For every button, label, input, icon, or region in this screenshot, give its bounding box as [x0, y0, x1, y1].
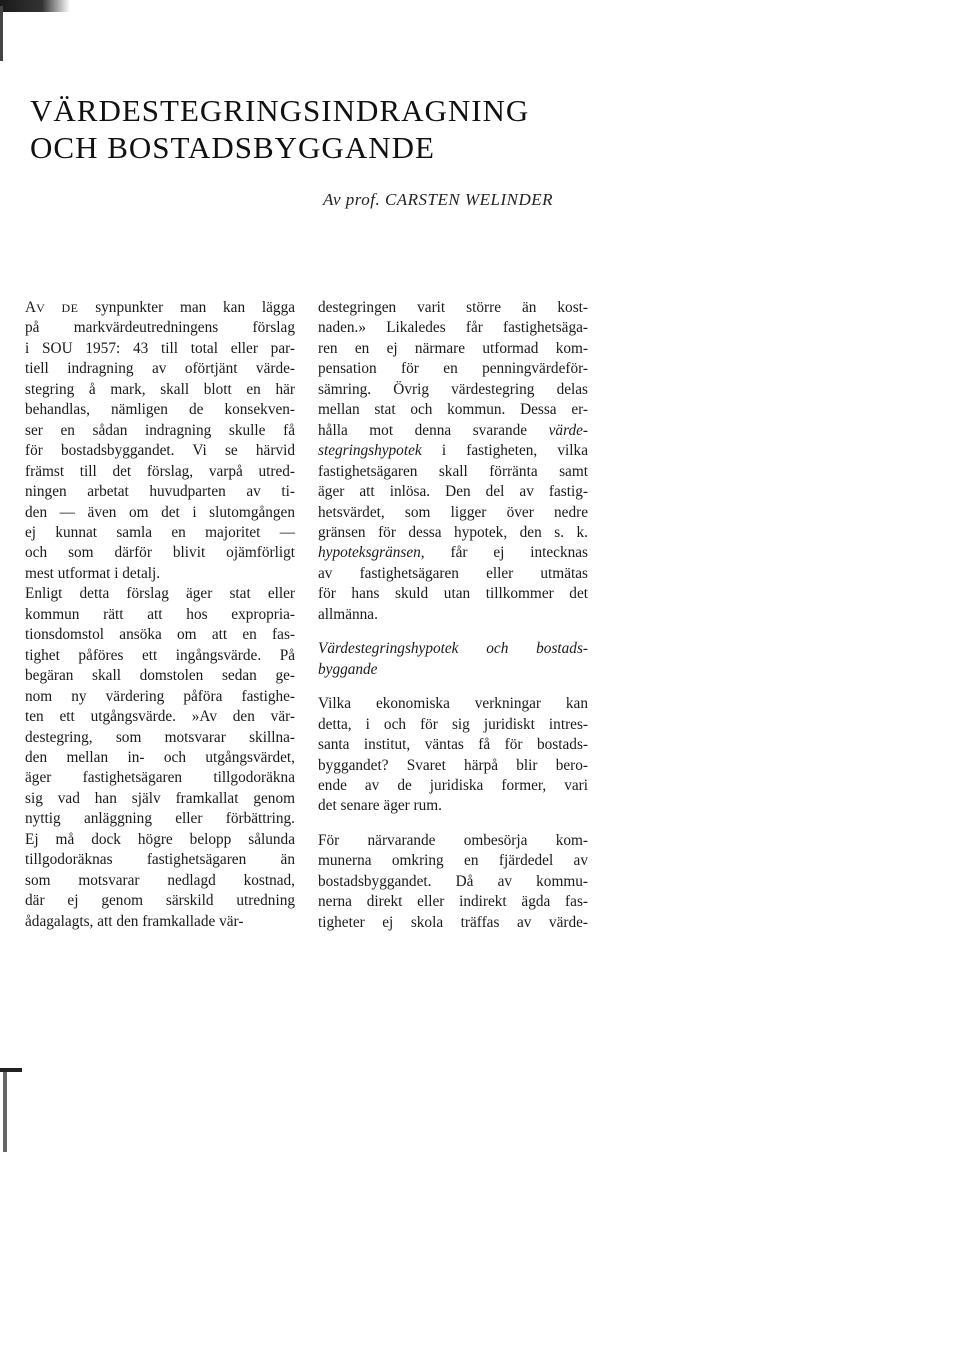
spacer	[318, 680, 588, 694]
text-line: ser en sådan indragning skulle få	[25, 421, 295, 439]
text-line: tiell indragning av oförtjänt värde-	[25, 360, 295, 378]
text-line: stegring å mark, skall blott en här	[25, 380, 295, 398]
spacer	[318, 625, 588, 639]
text-fragment: får ej intecknas	[424, 544, 588, 562]
text-line: begäran skall domstolen sedan ge-	[25, 667, 295, 685]
text-line: mest utformat i detalj.	[25, 564, 161, 582]
text-fragment: i fastigheten, vilka	[421, 442, 588, 460]
text-line	[25, 298, 295, 318]
spacer	[318, 817, 588, 831]
text-fragment: hålla mot denna svarande	[318, 421, 549, 439]
text-line: sig vad han själv framkallat genom	[25, 789, 295, 807]
left-column	[25, 298, 295, 932]
text-line: det senare äger rum.	[318, 797, 443, 815]
text-line: fastighetsägaren skall förränta samt	[318, 462, 588, 480]
text-line: den — även om det i slutomgången	[25, 503, 295, 521]
text-line: Vilka ekonomiska verkningar kan	[318, 695, 588, 713]
text-line: kommun rätt att hos expropria-	[25, 605, 295, 623]
right-column	[318, 298, 588, 933]
text-line: byggandet? Svaret härpå blir bero-	[318, 756, 588, 774]
text-line: naden.» Likaledes får fastighetsäga-	[318, 319, 588, 337]
text-line: nom ny värdering påföra fastighe-	[25, 687, 295, 705]
lead-initial: A	[25, 299, 37, 316]
text-line: den mellan in- och utgångsvärdet,	[25, 748, 295, 766]
text-line: munerna omkring en fjärdedel av	[318, 852, 588, 870]
title-line-2: OCH BOSTADSBYGGANDE	[30, 130, 435, 165]
italic-term: stegringshypotek	[318, 442, 422, 460]
text-line: ej kunnat samla en majoritet —	[25, 523, 295, 541]
text-line: tighet påföres ett ingångsvärde. På	[25, 646, 295, 664]
text-line: äger att inlösa. Den del av fastig-	[318, 483, 588, 501]
text-line: av fastighetsägaren eller utmätas	[318, 564, 588, 582]
text-line: santa institut, väntas få för bostads-	[318, 736, 588, 754]
author-byline: Av prof. CARSTEN WELINDER	[323, 190, 554, 209]
text-line: sämring. Övrig värdestegring delas	[318, 380, 588, 398]
article-title	[30, 92, 529, 166]
text-line	[318, 543, 588, 563]
italic-term: värde-	[548, 421, 588, 439]
text-line: destegring, som motsvarar skillna-	[25, 728, 295, 746]
title-line-1: VÄRDESTEGRINGSINDRAGNING	[30, 93, 530, 128]
text-line: bostadsbyggandet. Då av kommu-	[318, 872, 588, 890]
text-line: detta, i och för sig juridiskt intres-	[318, 715, 588, 733]
text-line: för bostadsbyggandet. Vi se härvid	[25, 442, 295, 460]
text-fragment: synpunkter man kan lägga	[78, 299, 296, 316]
scan-artifact-edge	[0, 6, 3, 61]
text-line: Ej må dock högre belopp sålunda	[25, 830, 295, 848]
text-line: nyttig anläggning eller förbättring.	[25, 810, 295, 828]
italic-term: hypoteksgränsen,	[318, 544, 425, 562]
text-line: nerna direkt eller indirekt ägda fas-	[318, 893, 588, 911]
text-line: mellan stat och kommun. Dessa er-	[318, 401, 588, 419]
text-line: För närvarande ombesörja kom-	[318, 831, 588, 849]
text-line: tionsdomstol ansöka om att en fas-	[25, 626, 295, 644]
subheading-line: Värdestegringshypotek och bostads-	[318, 640, 588, 658]
text-line	[318, 441, 588, 461]
text-line: där ej genom särskild utredning	[25, 892, 295, 910]
text-line: som motsvarar nedlagd kostnad,	[25, 871, 295, 889]
text-line: på markvärdeutredningens förslag	[25, 319, 295, 337]
text-line: hetsvärdet, som ligger över nedre	[318, 503, 588, 521]
text-line: ningen arbetat huvudparten av ti-	[25, 483, 295, 501]
text-line: och som därför blivit ojämförligt	[25, 544, 295, 562]
text-line: allmänna.	[318, 605, 378, 623]
text-line	[318, 421, 588, 441]
text-line: ende av de juridiska former, vari	[318, 776, 588, 794]
lead-smallcaps: V DE	[36, 301, 79, 315]
text-line: tillgodoräknas fastighetsägaren än	[25, 851, 295, 869]
text-line: Enligt detta förslag äger stat eller	[25, 585, 295, 603]
text-line: tigheter ej skola träffas av värde-	[318, 913, 588, 931]
text-line: för hans skuld utan tillkommer det	[318, 585, 588, 603]
text-line: ren en ej närmare utformad kom-	[318, 339, 588, 357]
text-line: i SOU 1957: 43 till total eller par-	[25, 339, 295, 357]
text-line: ten ett utgångsvärde. »Av den vär-	[25, 708, 295, 726]
text-line: främst till det förslag, varpå utred-	[25, 462, 295, 480]
text-line: pensation för en penningvärdeför-	[318, 360, 588, 378]
scan-artifact-edge-lower	[3, 1072, 7, 1152]
text-line: behandlas, nämligen de konsekven-	[25, 401, 295, 419]
scan-artifact-top-left	[0, 0, 70, 12]
text-line: gränsen för dessa hypotek, den s. k.	[318, 523, 588, 541]
text-line: äger fastighetsägaren tillgodoräkna	[25, 769, 295, 787]
text-line: destegringen varit större än kost-	[318, 299, 588, 316]
subheading-line: byggande	[318, 660, 378, 678]
text-line: ådagalagts, att den framkallade vär-	[25, 912, 244, 930]
